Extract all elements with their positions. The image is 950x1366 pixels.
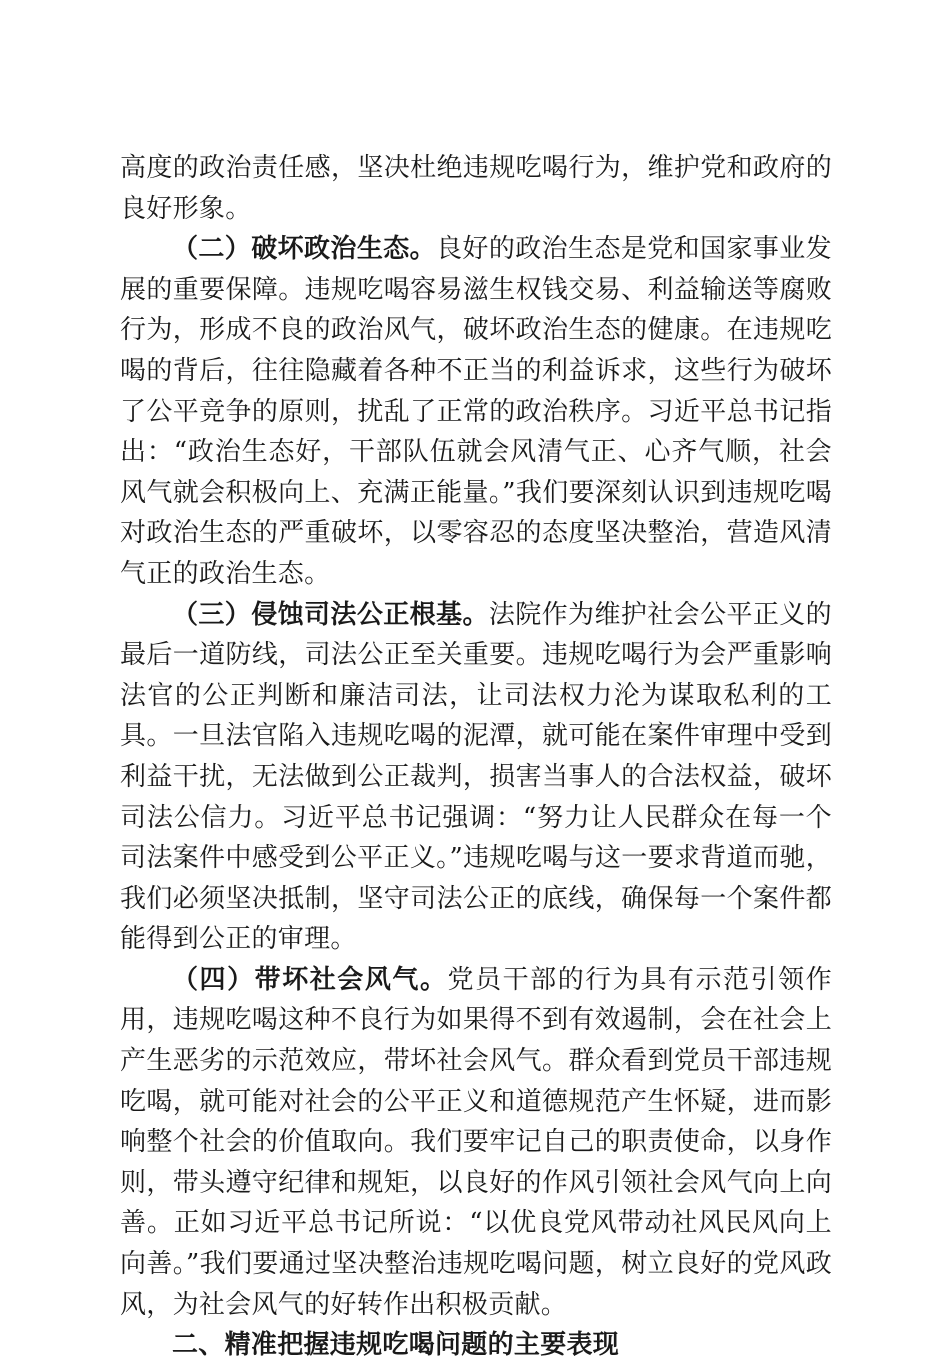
document-page — [120, 148, 832, 1366]
section-text-3: 法院作为维护社会公平正义的最后一道防线，司法公正至关重要。违规吃喝行为会严重影响法官的公正判断和廉洁司法，让司法权力沦为谋取私利的工具。一旦法官陷入违规吃喝的泥潭，就可能在案件审理中受到利益干扰，无法做到公正裁判，损害当事人的合法权益，破坏司法公信力。习近平总书记强调：“努力让人民群众在每一个司法案件中感受到公平正义。”违规吃喝与这一要求背道而驰，我们必须坚决抵制，坚守司法公正的底线，确保每一个案件都能得到公正的审理。 — [120, 599, 832, 955]
section-text-2: 良好的政治生态是党和国家事业发展的重要保障。违规吃喝容易滋生权钱交易、利益输送等腐败行为，形成不良的政治风气，破坏政治生态的健康。在违规吃喝的背后，往往隐藏着各种不正当的利益诉求，这些行为破坏了公平竞争的原则，扰乱了正常的政治秩序。习近平总书记指出：“政治生态好，干部队伍就会风清气正、心齐气顺，社会风气就会积极向上、充满正能量。”我们要深刻认识到违规吃喝对政治生态的严重破坏，以零容忍的态度坚决整治，营造风清气正的政治生态。 — [120, 234, 832, 589]
intro-text: 高度的政治责任感，坚决杜绝违规吃喝行为，维护党和政府的良好形象。 — [120, 153, 832, 224]
section-paragraph-3 — [120, 595, 832, 960]
section-paragraph-2 — [120, 229, 832, 594]
section-text-4: 党员干部的行为具有示范引领作用，违规吃喝这种不良行为如果得不到有效遏制，会在社会上产生恶劣的示范效应，带坏社会风气。群众看到党员干部违规吃喝，就可能对社会的公平正义和道德规范产生怀疑，进而影响整个社会的价值取向。我们要牢记自己的职责使命，以身作则，带头遵守纪律和规矩，以良好的作风引领社会风气向上向善。正如习近平总书记所说：“以优良党风带动社风民风向上向善。”我们要通过坚决整治违规吃喝问题，树立良好的党风政风，为社会风气的好转作出积极贡献。 — [120, 964, 832, 1320]
section-heading: 二、精准把握违规吃喝问题的主要表现 — [172, 1330, 620, 1361]
section-lead-2: （二）破坏政治生态。 — [172, 234, 437, 265]
section-lead-4: （四）带坏社会风气。 — [172, 964, 448, 995]
section-lead-3: （三）侵蚀司法公正根基。 — [172, 599, 489, 630]
intro-paragraph — [120, 148, 832, 229]
section-paragraph-4 — [120, 960, 832, 1325]
